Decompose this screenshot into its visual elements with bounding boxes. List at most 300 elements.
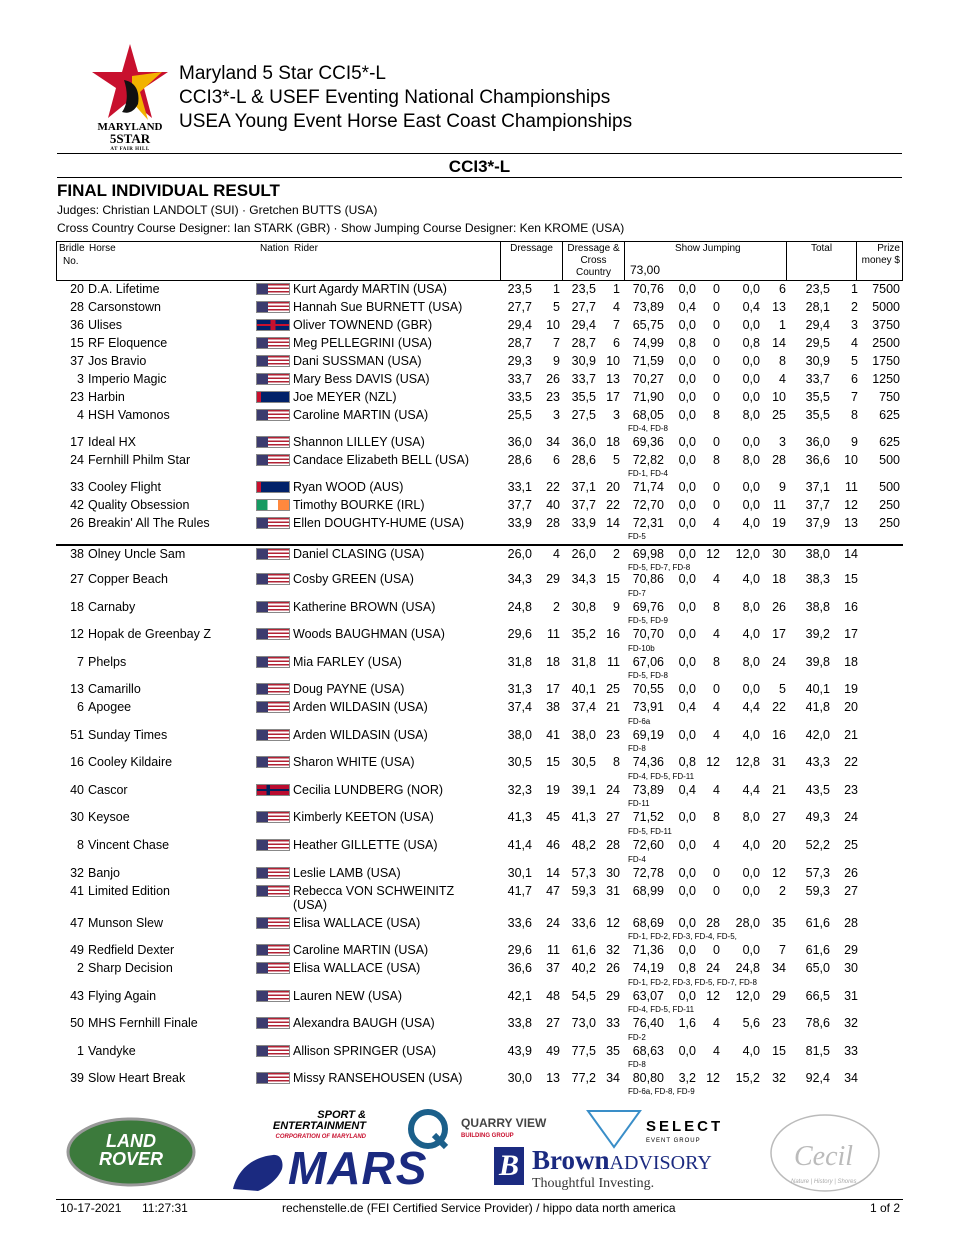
cell-dcr: 20 [606,480,620,494]
cell-p2: 12 [706,989,720,1003]
cell-dcr: 9 [613,600,620,614]
cell-tr: 16 [844,600,858,614]
flag-icon [256,885,290,897]
cell-no: 36 [70,318,84,332]
cell-dcr: 26 [606,961,620,975]
cell-rider: Ryan WOOD (AUS) [293,480,404,494]
cell-p1: 0,8 [678,961,696,975]
flag-icon [256,601,290,613]
cell-p2: 12 [706,547,720,561]
cell-dc: 33,7 [571,372,596,386]
cell-rider: Candace Elizabeth BELL (USA) [293,453,470,467]
cell-prize: 250 [879,498,900,512]
quarry-view-logo: QUARRY VIEW BUILDING GROUP [461,1116,547,1139]
cell-rider: Rebecca VON SCHWEINITZ [293,884,455,898]
cell-no: 2 [77,961,84,975]
cell-t: 66,5 [805,989,830,1003]
cell-tr: 5 [851,354,858,368]
cell-p1: 0,0 [678,547,696,561]
cell-t: 29,4 [805,318,830,332]
cell-rider: Caroline MARTIN (USA) [293,943,429,957]
table-row [56,497,903,515]
fault-detail: FD-5, FD-9 [628,616,668,625]
cell-p2: 0 [713,884,720,898]
table-row [56,515,903,542]
cell-p2: 8 [713,655,720,669]
cell-dcr: 21 [606,700,620,714]
cell-p3: 4,0 [742,728,760,742]
table-row [56,988,903,1015]
cell-tr: 14 [844,547,858,561]
cell-p2: 0 [713,354,720,368]
cell-rider: Heather GILLETTE (USA) [293,838,438,852]
flag-icon [256,628,290,640]
cell-sjt: 70,70 [632,627,664,641]
cell-rider: Kimberly KEETON (USA) [293,810,434,824]
cell-horse: Hopak de Greenbay Z [88,627,211,641]
cell-sjr: 11 [773,498,786,512]
cell-dr: 38 [546,700,560,714]
cell-p2: 8 [713,810,720,824]
event-title-2: CCI3*-L & USEF Eventing National Championships [179,87,611,108]
cell-rider: Ellen DOUGHTY-HUME (USA) [293,516,465,530]
cell-rider: Joe MEYER (NZL) [293,390,397,404]
cell-dr: 19 [546,783,560,797]
cell-rider: Missy RANSEHOUSEN (USA) [293,1071,463,1085]
cell-t: 38,0 [805,547,830,561]
cell-t: 52,2 [805,838,830,852]
cell-horse: D.A. Lifetime [88,282,160,296]
cell-dcr: 18 [606,435,620,449]
cell-p2: 28 [706,916,720,930]
cell-t: 78,6 [805,1016,830,1030]
fault-detail: FD-5 [628,532,646,541]
fault-detail: FD-1, FD-2, FD-3, FD-5, FD-7, FD-8 [628,978,757,987]
sport-entertainment-logo: SPORT & ENTERTAINMENT CORPORATION OF MARYLAND [272,1109,366,1140]
cell-dr: 23 [546,390,560,404]
cell-rider: Shannon LILLEY (USA) [293,435,425,449]
cell-t: 36,6 [805,453,830,467]
cell-p3: 8,0 [742,655,760,669]
cell-sjt: 70,76 [632,282,664,296]
cell-no: 38 [70,547,84,561]
cell-prize: 250 [879,516,900,530]
cell-sjr: 30 [772,547,786,561]
cell-dc: 37,4 [571,700,596,714]
cell-t: 43,3 [805,755,830,769]
brown-advisory-logo: BrownADVISORY Thoughtful Investing. [532,1145,712,1191]
cell-dcr: 27 [606,810,620,824]
cell-sjr: 28 [772,453,786,467]
cecil-tagline: Nature | History | Shores [791,1179,857,1185]
cell-sjt: 70,86 [632,572,664,586]
cell-p2: 0 [713,498,720,512]
cell-sjt: 73,91 [632,700,664,714]
cell-dcr: 22 [606,498,620,512]
cell-sjr: 7 [779,943,786,957]
cell-dcr: 33 [606,1016,620,1030]
cell-rider: Arden WILDASIN (USA) [293,700,428,714]
cell-dr: 14 [546,866,560,880]
cell-tr: 4 [851,336,858,350]
cell-t: 42,0 [805,728,830,742]
fault-detail: FD-8 [628,744,646,753]
cell-d: 42,1 [507,989,532,1003]
cell-sjt: 73,89 [632,300,664,314]
cell-dcr: 1 [613,282,620,296]
cell-dc: 54,5 [571,989,596,1003]
cell-p2: 0 [713,318,720,332]
cell-t: 28,1 [805,300,830,314]
cell-p2: 8 [713,600,720,614]
cell-dc: 26,0 [571,547,596,561]
cell-sjt: 74,36 [632,755,664,769]
fault-detail: FD-1, FD-4 [628,469,668,478]
cell-dcr: 31 [606,884,620,898]
cell-tr: 30 [844,961,858,975]
flag-icon [256,548,290,560]
cell-sjt: 69,98 [632,547,664,561]
table-row [56,1070,903,1097]
cell-sjr: 15 [772,1044,786,1058]
cell-p3: 12,0 [735,547,760,561]
cell-dr: 37 [546,961,560,975]
cell-horse: Cooley Kildaire [88,755,173,769]
cell-horse: Olney Uncle Sam [88,547,186,561]
cell-tr: 12 [844,498,858,512]
cell-dc: 30,9 [571,354,596,368]
table-row [56,960,903,988]
cell-horse: Quality Obsession [88,498,190,512]
cell-dcr: 15 [606,572,620,586]
cell-rider: Cosby GREEN (USA) [293,572,414,586]
cell-dr: 11 [547,943,560,957]
cell-sjr: 17 [772,627,786,641]
cell-dcr: 10 [606,354,620,368]
cell-horse: Sharp Decision [88,961,173,975]
cell-dr: 28 [546,516,560,530]
cell-tr: 29 [844,943,858,957]
cell-t: 40,1 [805,682,830,696]
cell-dcr: 16 [606,627,620,641]
cell-p3: 24,8 [735,961,760,975]
cell-p1: 0,0 [678,943,696,957]
header-dressage: Dressage [501,242,563,281]
cell-t: 39,2 [805,627,830,641]
cell-tr: 2 [851,300,858,314]
cell-dr: 45 [546,810,560,824]
page-number: 1 of 2 [870,1201,901,1215]
cell-p2: 0 [713,943,720,957]
cell-dcr: 11 [607,655,620,669]
cell-dr: 9 [553,354,560,368]
header-total: Total [787,242,857,281]
cell-d: 27,7 [507,300,532,314]
table-row [56,599,903,626]
cell-t: 43,5 [805,783,830,797]
cell-p1: 0,0 [678,627,696,641]
cell-no: 30 [70,810,84,824]
cell-no: 24 [70,453,84,467]
flag-icon [256,811,290,823]
cell-sjr: 1 [779,318,786,332]
cell-p3: 8,0 [742,408,760,422]
sponsor-logos [56,1105,903,1200]
cell-d: 41,4 [507,838,532,852]
cecil-wordmark: Cecil [794,1141,854,1172]
cell-dc: 30,8 [571,600,596,614]
cell-p3: 12,8 [735,755,760,769]
cell-tr: 34 [844,1071,858,1085]
cell-dc: 28,6 [571,453,596,467]
cell-horse: MHS Fernhill Finale [88,1016,198,1030]
cell-dc: 57,3 [571,866,596,880]
cell-no: 7 [77,655,84,669]
cell-dc: 73,0 [571,1016,596,1030]
cell-dc: 77,5 [571,1044,596,1058]
cell-dr: 48 [546,989,560,1003]
cell-p3: 8,0 [742,453,760,467]
cell-rider-cont: (USA) [293,898,328,912]
event-titles [179,62,632,134]
cell-sjr: 31 [772,755,786,769]
cell-horse: Ulises [88,318,123,332]
cell-rider: Katherine BROWN (USA) [293,600,436,614]
cell-sjr: 22 [772,700,786,714]
cell-dc: 59,3 [571,884,596,898]
cell-sjr: 21 [772,783,786,797]
flag-icon [256,391,290,403]
cell-d: 29,6 [507,943,532,957]
cell-p3: 4,0 [742,572,760,586]
cell-prize: 1250 [872,372,900,386]
cell-dr: 13 [546,1071,560,1085]
cell-no: 43 [70,989,84,1003]
cell-rider: Daniel CLASING (USA) [293,547,425,561]
cell-no: 32 [70,866,84,880]
header-show-jumping: Show Jumping 73,00 [625,242,787,281]
cell-d: 37,7 [507,498,532,512]
cell-rider: Allison SPRINGER (USA) [293,1044,437,1058]
cell-prize: 5000 [872,300,900,314]
cell-d: 29,3 [507,354,532,368]
cell-horse: Camarillo [88,682,141,696]
cell-t: 65,0 [805,961,830,975]
cell-rider: Hannah Sue BURNETT (USA) [293,300,463,314]
cell-sjt: 68,99 [632,884,664,898]
cell-no: 41 [70,884,84,898]
cell-horse: Limited Edition [88,884,170,898]
cell-sjt: 69,76 [632,600,664,614]
cell-dcr: 14 [606,516,620,530]
fault-detail: FD-4, FD-5, FD-11 [628,772,695,781]
table-row [56,353,903,371]
cell-tr: 22 [844,755,858,769]
cell-dcr: 24 [606,783,620,797]
results-table-header [56,241,903,281]
cell-dcr: 29 [606,989,620,1003]
cell-d: 29,6 [507,627,532,641]
cell-p3: 0,0 [742,866,760,880]
cell-dc: 33,6 [571,916,596,930]
cell-p1: 0,0 [678,372,696,386]
cell-dc: 31,8 [571,655,596,669]
cell-no: 40 [70,783,84,797]
cell-rider: Woods BAUGHMAN (USA) [293,627,445,641]
cell-d: 29,4 [507,318,532,332]
cell-d: 32,3 [507,783,532,797]
cell-tr: 25 [844,838,858,852]
cell-sjt: 68,63 [632,1044,664,1058]
cell-dc: 35,5 [571,390,596,404]
cell-p1: 0,0 [678,390,696,404]
cell-no: 1 [77,1044,84,1058]
cell-d: 28,7 [507,336,532,350]
cell-horse: Jos Bravio [88,354,147,368]
cell-dr: 34 [546,435,560,449]
cell-sjt: 76,40 [632,1016,664,1030]
cell-dr: 29 [546,572,560,586]
flag-icon [256,1072,290,1084]
cell-tr: 24 [844,810,858,824]
cell-p3: 4,4 [742,783,760,797]
cell-p1: 0,0 [678,572,696,586]
cell-horse: Slow Heart Break [88,1071,186,1085]
cell-dr: 40 [546,498,560,512]
cell-p1: 0,8 [678,336,696,350]
horse-icon [228,1149,288,1194]
flag-icon [256,944,290,956]
cell-t: 59,3 [805,884,830,898]
cell-sjt: 71,74 [632,480,664,494]
cell-dcr: 6 [613,336,620,350]
print-time: 11:27:31 [142,1201,188,1215]
cell-sjt: 72,70 [632,498,664,512]
cell-horse: RF Eloquence [88,336,168,350]
cell-d: 24,8 [507,600,532,614]
table-row [56,389,903,407]
cell-tr: 26 [844,866,858,880]
fault-detail: FD-4 [628,855,646,864]
flag-icon [256,355,290,367]
cell-dc: 40,2 [571,961,596,975]
cell-p2: 0 [713,435,720,449]
cell-sjt: 72,60 [632,838,664,852]
cell-p1: 0,0 [678,435,696,449]
cell-p3: 4,4 [742,700,760,714]
cell-dc: 27,7 [571,300,596,314]
cell-p3: 4,0 [742,838,760,852]
cell-dr: 41 [546,728,560,742]
cell-p2: 4 [713,700,720,714]
result-title: FINAL INDIVIDUAL RESULT [57,181,280,200]
cell-no: 12 [70,627,84,641]
cell-dcr: 23 [606,728,620,742]
cell-no: 8 [77,838,84,852]
cell-t: 38,3 [805,572,830,586]
cell-dcr: 5 [613,453,620,467]
cell-sjr: 18 [772,572,786,586]
cell-p3: 15,2 [735,1071,760,1085]
cell-no: 26 [70,516,84,530]
cell-dr: 11 [547,627,560,641]
cell-p3: 0,0 [742,354,760,368]
cell-dcr: 3 [613,408,620,422]
cell-p1: 0,0 [678,1044,696,1058]
cell-no: 51 [70,728,84,742]
cell-dcr: 28 [606,838,620,852]
cell-t: 38,8 [805,600,830,614]
cell-dr: 1 [553,282,560,296]
cell-t: 37,1 [805,480,830,494]
cell-dc: 77,2 [571,1071,596,1085]
cell-sjt: 80,80 [632,1071,664,1085]
cell-d: 30,0 [507,1071,532,1085]
cell-tr: 13 [844,516,858,530]
cell-tr: 31 [844,989,858,1003]
cell-sjr: 32 [772,1071,786,1085]
designers-line: Cross Country Course Designer: Ian STARK (GBR) · Show Jumping Course Designer: Ken KROME (USA) [57,221,625,235]
cell-sjr: 23 [772,1016,786,1030]
cell-p2: 0 [713,282,720,296]
cell-d: 33,7 [507,372,532,386]
cell-sjr: 6 [779,282,786,296]
cell-sjt: 69,36 [632,435,664,449]
cell-horse: Phelps [88,655,127,669]
flag-icon [256,436,290,448]
cell-prize: 500 [879,480,900,494]
fault-detail: FD-4, FD-5, FD-11 [628,1005,695,1014]
cell-dr: 27 [546,1016,560,1030]
table-row [56,942,903,960]
cell-no: 13 [70,682,84,696]
cell-rider: Elisa WALLACE (USA) [293,961,421,975]
cell-tr: 11 [845,480,858,494]
cell-dcr: 35 [606,1044,620,1058]
cell-dc: 39,1 [571,783,596,797]
land-rover-wordmark: LAND ROVER [98,1131,163,1169]
table-row [56,727,903,754]
cell-p1: 0,0 [678,282,696,296]
cell-dc: 28,7 [571,336,596,350]
flag-icon [256,917,290,929]
category-title: CCI3*-L [448,157,511,176]
cell-no: 18 [70,600,84,614]
cell-sjr: 5 [779,682,786,696]
cell-tr: 15 [844,572,858,586]
fault-detail: FD-5, FD-11 [628,827,672,836]
cell-rider: Oliver TOWNEND (GBR) [293,318,433,332]
cell-horse: Vandyke [88,1044,136,1058]
cell-rider: Meg PELLEGRINI (USA) [293,336,432,350]
cell-sjr: 12 [772,866,786,880]
flag-icon [256,683,290,695]
judges-line: Judges: Christian LANDOLT (SUI) · Gretchen BUTTS (USA) [57,203,378,217]
cell-p3: 0,4 [742,300,760,314]
cell-dc: 48,2 [571,838,596,852]
table-row [56,1015,903,1043]
cell-tr: 27 [844,884,858,898]
cell-no: 49 [70,943,84,957]
fault-detail: FD-8 [628,1060,646,1069]
cell-p1: 0,0 [678,318,696,332]
cell-dr: 5 [553,300,560,314]
cell-p2: 8 [713,453,720,467]
cell-sjt: 68,05 [632,408,664,422]
cell-horse: Redfield Dexter [88,943,175,957]
table-row [56,915,903,942]
fault-detail: FD-6a [628,717,651,726]
